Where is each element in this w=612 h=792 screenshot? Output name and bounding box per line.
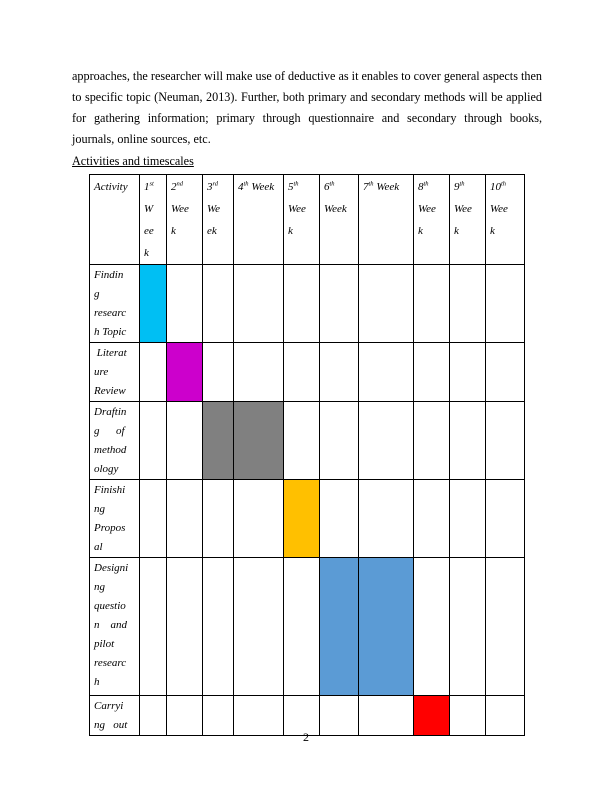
- timeline-cell: [450, 265, 486, 343]
- timeline-bar-week-2: [167, 343, 203, 402]
- week-header-6: 6th Week: [320, 175, 359, 265]
- body-paragraph: approaches, the researcher will make use of deductive as it enables to cover general aspects then to specific topic (Neuman, 2013). Further, both primary and secondary methods will be applied for gathering information; primary through questionnaire and secondary through books, journals, online sources, etc.: [72, 69, 542, 146]
- timeline-cell: [167, 558, 203, 696]
- timeline-cell: [140, 558, 167, 696]
- timeline-cell: [140, 402, 167, 480]
- timeline-bar-week-1: [140, 265, 167, 343]
- timeline-cell: [203, 558, 234, 696]
- timeline-cell: [450, 343, 486, 402]
- timeline-cell: [414, 480, 450, 558]
- week-header-7: 7th Week: [359, 175, 414, 265]
- section-heading: Activities and timescales: [72, 154, 194, 168]
- timeline-cell: [284, 402, 320, 480]
- activity-row: [90, 265, 525, 343]
- week-header-8: 8th Wee k: [414, 175, 450, 265]
- timeline-cell: [486, 343, 525, 402]
- timeline-bar-week-7: [359, 558, 414, 696]
- timeline-bar-week-3: [203, 402, 234, 480]
- activity-row: [90, 558, 525, 696]
- timeline-cell: [234, 343, 284, 402]
- activity-row: [90, 480, 525, 558]
- timeline-cell: [167, 402, 203, 480]
- timeline-cell: [414, 558, 450, 696]
- timeline-cell: [284, 265, 320, 343]
- activity-row: [90, 402, 525, 480]
- timeline-cell: [203, 343, 234, 402]
- week-header-9: 9th Wee k: [450, 175, 486, 265]
- activity-name: Finishi ng Propos al: [90, 480, 140, 558]
- timeline-cell: [140, 343, 167, 402]
- week-header-3: 3rd We ek: [203, 175, 234, 265]
- timeline-cell: [359, 343, 414, 402]
- timeline-cell: [320, 480, 359, 558]
- activity-name: Designi ng questio n and pilot researc h: [90, 558, 140, 696]
- week-header-4: 4th Week: [234, 175, 284, 265]
- timeline-cell: [320, 265, 359, 343]
- timeline-cell: [486, 558, 525, 696]
- timeline-cell: [414, 265, 450, 343]
- week-header-5: 5th Wee k: [284, 175, 320, 265]
- timeline-cell: [450, 558, 486, 696]
- timeline-cell: [450, 402, 486, 480]
- timeline-cell: [234, 558, 284, 696]
- activity-name: Literat ure Review: [90, 343, 140, 402]
- timeline-bar-week-6: [320, 558, 359, 696]
- timeline-cell: [359, 265, 414, 343]
- timeline-cell: [320, 402, 359, 480]
- activity-row: [90, 343, 525, 402]
- activity-header: Activity: [90, 175, 140, 265]
- week-header-1: 1st W ee k: [140, 175, 167, 265]
- timeline-cell: [284, 343, 320, 402]
- timeline-cell: [414, 343, 450, 402]
- activity-name: Carryi ng out: [90, 696, 140, 736]
- timeline-cell: [203, 265, 234, 343]
- timeline-cell: [140, 480, 167, 558]
- timeline-cell: [359, 480, 414, 558]
- week-header-10: 10th Wee k: [486, 175, 525, 265]
- timeline-cell: [450, 480, 486, 558]
- activity-name: Draftin g of method ology: [90, 402, 140, 480]
- timeline-cell: [486, 265, 525, 343]
- activity-name: Findin g researc h Topic: [90, 265, 140, 343]
- timeline-cell: [234, 265, 284, 343]
- page-number: 2: [303, 730, 309, 744]
- timeline-cell: [203, 480, 234, 558]
- timeline-bar-week-5: [284, 480, 320, 558]
- timeline-cell: [359, 402, 414, 480]
- timeline-cell: [167, 265, 203, 343]
- timeline-cell: [486, 480, 525, 558]
- timeline-cell: [414, 402, 450, 480]
- timeline-cell: [167, 480, 203, 558]
- timeline-cell: [486, 402, 525, 480]
- timeline-bar-week-4: [234, 402, 284, 480]
- timeline-cell: [284, 558, 320, 696]
- timeline-cell: [320, 343, 359, 402]
- week-header-2: 2nd Wee k: [167, 175, 203, 265]
- header-row: [90, 175, 525, 265]
- timeline-cell: [234, 480, 284, 558]
- activities-timescales-table: [89, 174, 525, 736]
